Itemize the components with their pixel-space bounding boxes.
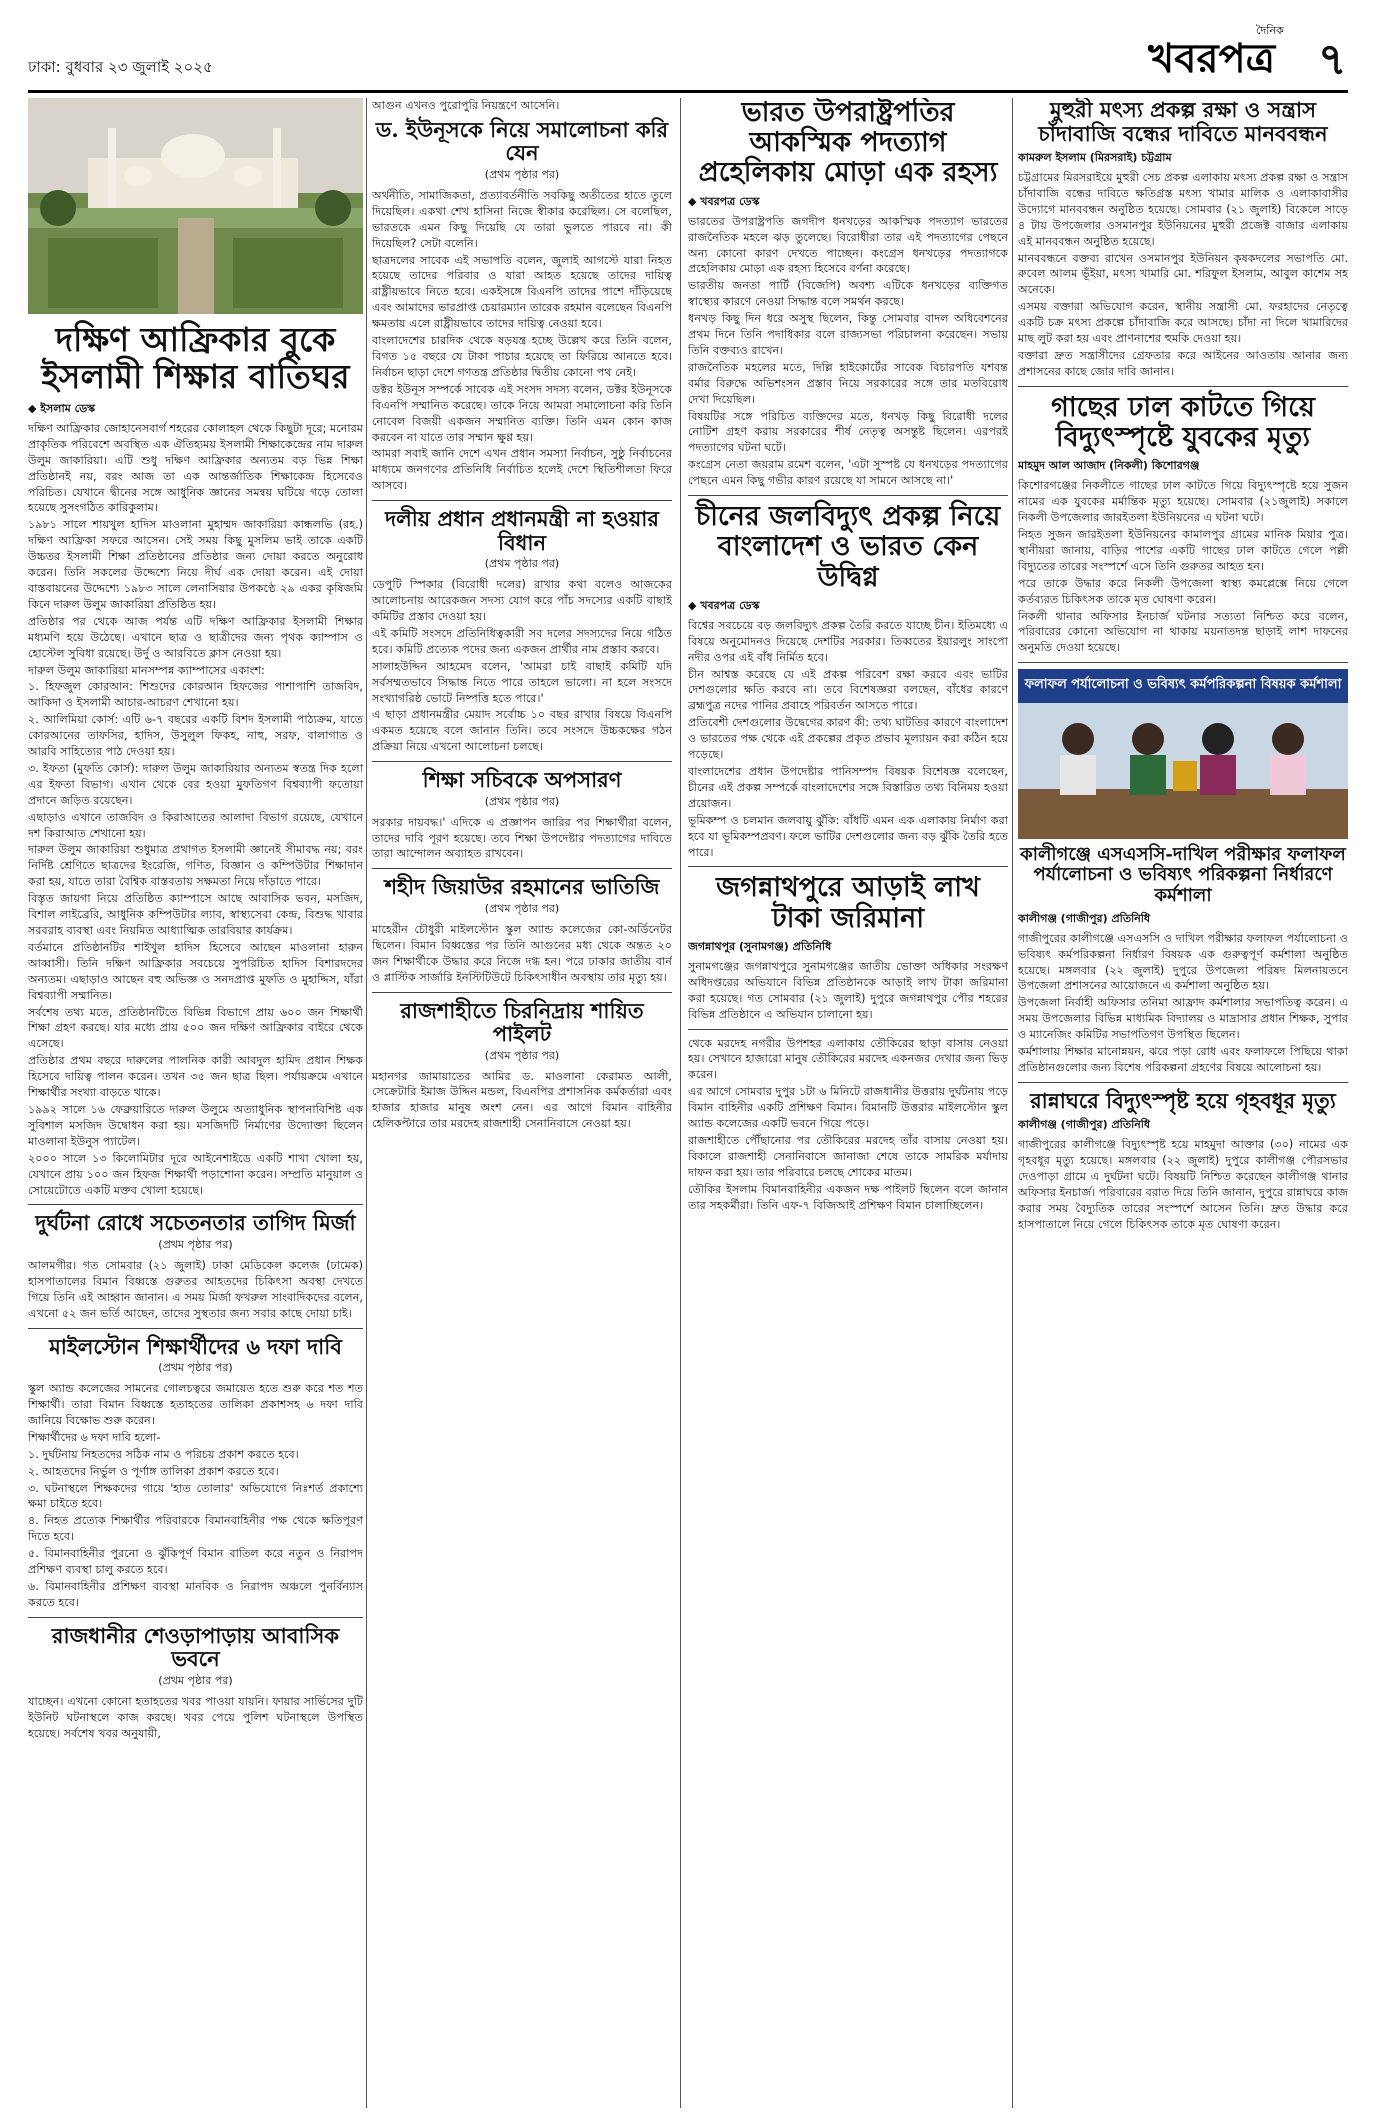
- byline: কালীগঞ্জ (গাজীপুর) প্রতিনিধি: [1018, 911, 1151, 925]
- paragraph: দারুল উলুম জাকারিয়া শুধুমাত্র প্রথাগত ইসলামী জ্ঞানেই সীমাবদ্ধ নয়; বরং নির্দিষ্ট শ্রেণিতে ছাত্রদের ইংরেজি, গণিত, বিজ্ঞান ও কম্পিউটার শিক্ষাদান করা হয়, যাতে তারা বৈশ্বিক বাস্তবতায় সক্ষমতা নিয়ে দাঁড়াতে পারে।: [28, 843, 363, 889]
- article-body: [688, 618, 1008, 861]
- paragraph: এর আগে সোমবার দুপুর ১টা ৬ মিনিটে রাজধানীর উত্তরায় দুর্ঘটনায় পড়ে বিমান বাহিনীর একটি প্রশিক্ষণ বিমান। বিমানটি উত্তরার মাইলস্টোন স্কুল অ্যান্ড কলেজের একটি ভবনে গিয়ে পড়ে।: [688, 1085, 1008, 1131]
- column-4: [1018, 98, 1348, 2108]
- separator: [372, 868, 672, 869]
- paragraph: ডেপুটি স্পিকার (বিরোধী দলের) রাখার কথা বলেও আজকের আলোচনায় আরেকজন সদস্য যোগ করে পাঁচ সদস্যের একটি বাছাই কমিটির প্রস্তাব দেওয়া হয়।: [372, 578, 672, 623]
- headline-jagannathpur-fine: জগন্নাথপুরে আড়াই লাখ টাকা জরিমানা: [716, 872, 980, 934]
- photo-banner-text: ফলাফল পর্যালোচনা ও ভবিষ্যৎ কর্মপরিকল্পনা বিষয়ক কর্মশালা: [1024, 677, 1342, 693]
- headline-kaliganj-workshop: কালীগঞ্জে এসএসসি-দাখিল পরীক্ষার ফলাফল পর্যালোচনা ও ভবিষ্যৎ পরিকল্পনা নির্ধারণে কর্মশালা: [1020, 844, 1346, 906]
- separator: [1018, 1082, 1348, 1083]
- logo-text: খবরপত্র: [1148, 36, 1276, 82]
- article-body: সরকার দায়বদ্ধ।' এদিকে এ প্রজ্ঞাপন জারির পর শিক্ষার্থীরা বলেন, তাদের দাবি পূরণ হয়েছে। তবে শিক্ষা উপদেষ্টার পদত্যাগের দাবিতে তারা আন্দোলন অব্যাহত রাখবেন।: [372, 815, 672, 861]
- column-divider: [1012, 98, 1013, 2108]
- separator: [688, 495, 1008, 496]
- paragraph: চট্টগ্রামের মিরসরাইয়ে মুহুরী সেচ প্রকল্প এলাকায় মৎস্য প্রকল্প রক্ষা ও সন্ত্রাস চাঁদাবাজি বন্ধের দাবিতে ক্ষতিগ্রস্ত মৎস্য খামার মালিক ও এলাকাবাসীর উদ্যোগে মানববন্ধন অনুষ্ঠিত হয়েছে। সোমবার (২১ জুলাই) বিকেলে সাড়ে ৪ টায় উপজেলার ওসমানপুর ইউনিয়নের মুহুরী প্রজেক্ট বাজার এলাকায় এই মানববন্ধন অনুষ্ঠিত হয়েছে।: [1018, 171, 1348, 248]
- list-item: ২. আহতদের নির্ভুল ও পূর্ণাঙ্গ তালিকা প্রকাশ করতে হবে।: [28, 1464, 279, 1478]
- headline-kitchen-electrocution: রান্নাঘরে বিদ্যুৎস্পৃষ্ট হয়ে গৃহবধূর মৃত্যু: [1030, 1087, 1336, 1113]
- paragraph: স্কুল অ্যান্ড কলেজের সামনের গোলচত্বরে জমায়েত হতে শুরু করে শত শত শিক্ষার্থী। তারা বিমান বিধ্বস্তে হতাহতের তালিকা প্রকাশসহ ৬ দফা দাবি জানিয়ে বিক্ষোভ শুরু করেন।: [28, 1382, 363, 1427]
- paragraph: এছাড়াও এখানে তাজবিদ ও কিরাআতের আলাদা বিভাগ রয়েছে, যেখানে দশ কিরাআত শেখানো হয়।: [28, 810, 363, 840]
- headline-milestone-demands: মাইলস্টোন শিক্ষার্থীদের ৬ দফা দাবি: [49, 1333, 342, 1359]
- page-number: ৭: [1318, 34, 1347, 85]
- paragraph: বিস্তৃত জায়গা নিয়ে প্রতিষ্ঠিত ক্যাম্পাসে আছে আবাসিক ভবন, মসজিদ, বিশাল লাইব্রেরি, আধুনিক কম্পিউটার ল্যাব, স্বাস্থ্যসেবা কেন্দ্র, বিশুদ্ধ খাবার সরবরাহ ব্যবস্থা এবং নিয়মিত আধ্যাত্মিক তারবিয়ার কার্যক্রম।: [28, 892, 363, 937]
- separator: [688, 1029, 1008, 1030]
- list-item: ৬. বিমানবাহিনীর প্রশিক্ষণ ব্যবস্থা মানবিক ও নিরাপদ অঞ্চলে পুনর্বিন্যাস করতে হবে।: [28, 1579, 363, 1609]
- article-body: গাজীপুরের কালীগঞ্জে বিদ্যুৎস্পৃষ্ট হয়ে মাহমুদা আক্তার (৩০) নামের এক গৃহবধূর মৃত্যু হয়েছে। মঙ্গলবার (২২ জুলাই) দুপুরে কালীগঞ্জ পৌরসভার দেওপাড়া গ্রামে এ দুর্ঘটনা ঘটে। বিষয়টি নিশ্চিত করেছেন কালীগঞ্জ থানার অফিসার ইনচার্জ। পরিবারের বরাত দিয়ে তিনি জানান, দুপুরে রান্নাঘরে কাজ করার সময় বৈদ্যুতিক তারের সংস্পর্শে আসেন তিনি। দ্রুত উদ্ধার করে হাসপাতালে নিয়ে গেলে চিকিৎসক তাকে মৃত ঘোষণা করেন।: [1018, 1138, 1348, 1231]
- continued-label: (প্রথম পৃষ্ঠার পর): [484, 901, 560, 915]
- byline: ◆ খবরপত্র ডেস্ক: [688, 194, 760, 208]
- list-item: ১. দুর্ঘটনায় নিহতদের সঠিক নাম ও পরিচয় প্রকাশ করতে হবে।: [28, 1447, 299, 1461]
- paragraph: ১. হিফজুল কোরআন: শিশুদের কোরআন হিফজের পাশাপাশি তাজবিদ, আকিদা ও ইসলামী আচার-আচরণ শেখানো হয়।: [28, 680, 363, 710]
- paragraph: বিশ্বের সবচেয়ে বড় জলবিদ্যুৎ প্রকল্প তৈরি করতে যাচ্ছে চীন। ইতিমধ্যে এ বিষয়ে অনুমোদনও দিয়েছে দেশটির সরকার। তিব্বতের ইয়ারলুং সাংপো নদীর ওপর এই বাঁধ নির্মিত হবে।: [688, 618, 1008, 664]
- headline-yunus-criticism: ড. ইউনূসকে নিয়ে সমালোচনা করি যেন: [375, 116, 669, 166]
- paragraph: উপজেলা নির্বাহী অফিসার তনিমা আফ্রাদ কর্মশালার সভাপতিত্ব করেন। এ সময় উপজেলার বিভিন্ন মাধ্যমিক বিদ্যালয় ও মাদ্রাসার প্রধান শিক্ষক, সুপার ও ম্যানেজিং কমিটির সভাপতিগণ উপস্থিত ছিলেন।: [1018, 996, 1348, 1042]
- column-2: [372, 98, 672, 2108]
- paragraph: এই কমিটি সংসদে প্রতিনিধিত্বকারী সব দলের সদস্যদের নিয়ে গঠিত হবে। কমিটি প্রত্যেক পদের জন্য একজন প্রার্থীর নাম প্রস্তাব করবে।: [372, 626, 672, 656]
- headline-education-secretary: শিক্ষা সচিবকে অপসারণ: [422, 767, 622, 793]
- continued-label: (প্রথম পৃষ্ঠার পর): [484, 167, 560, 181]
- continued-label: (প্রথম পৃষ্ঠার পর): [158, 1673, 233, 1687]
- masthead-rule: [28, 90, 1348, 93]
- paragraph: ২. আলিমিয়া কোর্স: এটি ৬-৭ বছরের একটি বিশদ ইসলামী পাঠ্যক্রম, যাতে কোরআনের তাফসির, হাদিস, উসুলুল ফিকহ, নাহু, সরফ, বালাগাত ও আরবি সাহিত্যের পাঠ দেওয়া হয়।: [28, 713, 363, 759]
- separator: [28, 1617, 363, 1618]
- column-1: [28, 98, 363, 2108]
- paragraph: পরে তাকে উদ্ধার করে নিকলী উপজেলা স্বাস্থ্য কমপ্লেক্সে নিয়ে গেলে কর্তব্যরত চিকিৎসক তাকে মৃত ঘোষণা করেন।: [1018, 576, 1348, 606]
- paragraph: বাংলাদেশের চারদিক থেকে ষড়যন্ত্র হচ্ছে উল্লেখ করে তিনি বলেন, বিগত ১৫ বছরে যে টাকা পাচার হয়েছে তা ফিরিয়ে আনতে হবে। নির্বাচন ছাড়া দেশে গণতন্ত্র প্রতিষ্ঠার দ্বিতীয় কোনো পথ নেই।: [372, 334, 672, 379]
- paragraph: ভূমিকম্প ও চলমান জলবায়ু ঝুঁকি: বাঁধটি এমন এক এলাকায় নির্মাণ করা হবে যা ভূমিকম্পপ্রবণ। ফলে ভাটির দেশগুলোর জন্য বড় ঝুঁকি তৈরি হতে পারে।: [688, 813, 1008, 859]
- paragraph: থেকে মরদেহ নগরীর উপশহর এলাকায় তৌকিরের ছাড়া বাসায় নেওয়া হয়। সেখানে হাজারো মানুষ তৌকিরের মরদেহ একনজর দেখার জন্য ভিড় করেন।: [688, 1036, 1008, 1082]
- list-item: ৫. বিমানবাহিনীর পুরনো ও ঝুঁকিপূর্ণ বিমান বাতিল করে নতুন ও নিরাপদ প্রশিক্ষণ ব্যবস্থা চালু করতে হবে।: [28, 1547, 363, 1577]
- paragraph: ১৯৯২ সালে ১৬ ফেব্রুয়ারিতে দারুল উলুমে অত্যাধুনিক স্থাপনাবিশিষ্ট এক সুবিশাল মসজিদ উদ্বোধন করা হয়। মসজিদটি নির্মাণের উদ্যোক্তা ছিলেন মাওলানা ইউনুস প্যাটেল।: [28, 1102, 363, 1148]
- article-body: সুনামগঞ্জের জগন্নাথপুরে সুনামগঞ্জের জাতীয় ভোক্তা অধিকার সংরক্ষণ অধিদপ্তরের অভিযানে বিভিন্ন প্রতিষ্ঠানকে আড়াই লাখ টাকা জরিমানা করা হয়েছে। গত সোমবার (২১ জুলাই) দুপুরে জগন্নাথপুর পৌর শহরের বিভিন্ন প্রতিষ্ঠানে এ অভিযান চালানো হয়।: [688, 959, 1008, 1021]
- workshop-photo: [1018, 669, 1348, 839]
- byline: জগন্নাথপুর (সুনামগঞ্জ) প্রতিনিধি: [688, 939, 832, 953]
- continued-label: (প্রথম পৃষ্ঠার পর): [484, 557, 560, 571]
- article-body: [688, 1036, 1008, 1214]
- article-body: [1018, 931, 1348, 1076]
- paragraph: নিহত সুজন জারইতলা ইউনিয়নের কামালপুর গ্রামের মানিক মিয়ার পুত্র। স্থানীয়রা জানায়, বাড়ির পাশের একটি গাছের ঢাল কাটতে গেলে পল্লী বিদ্যুতের তারের সংস্পর্শে এসে তিনি গুরুতর আহত হন।: [1018, 528, 1348, 573]
- headline-india-vp-resign: ভারত উপরাষ্ট্রপতির আকস্মিক পদত্যাগ প্রহেলিকায় মোড়া এক রহস্য: [698, 98, 998, 189]
- article-body: [1018, 170, 1348, 380]
- paragraph: প্রতিবেশী দেশগুলোর উদ্বেগের কারণ কী: তথ্য ঘাটতির কারণে বাংলাদেশ ও ভারতের পক্ষ থেকে এই প্রকল্পের প্রকৃত প্রভাব মূল্যায়ন করা কঠিন হয়ে পড়েছে।: [688, 716, 1008, 762]
- list-item: ৩. ঘটনাস্থলে শিক্ষকদের গায়ে 'হাত তোলার' অভিযোগে নিঃশর্ত প্রকাশ্যে ক্ষমা চাইতে হবে।: [28, 1481, 363, 1511]
- separator: [28, 1328, 363, 1329]
- continued-label: (প্রথম পৃষ্ঠার পর): [158, 1237, 233, 1251]
- paragraph: নিকলী থানার অফিসার ইনচার্জ ঘটনার সত্যতা নিশ্চিত করে বলেন, পরিবারের কোনো অভিযোগ না থাকায় ময়নাতদন্ত ছাড়াই লাশ দাফনের অনুমতি দেওয়া হয়েছে।: [1018, 609, 1348, 655]
- byline: মাহমুদ আল আজাদ (নিকলী) কিশোরগঞ্জ: [1018, 459, 1200, 473]
- paragraph: ডক্টর ইউনূস সম্পর্কে সাবেক এই সংসদ সদস্য বলেন, ডক্টর ইউনূসকে বিএনপি সম্মানিত করেছে। তাকে নিয়ে আমরা সমালোচনা করি তিনি নোবেল বিজয়ী একজন সম্মানিত ব্যক্তি। তিনি এমন কোন কাজ করবেন না যাতে তার সম্মান ক্ষুণ্ণ হয়।: [372, 382, 672, 444]
- article-body: যাচ্ছেন। এখনো কোনো হতাহতের খবর পাওয়া যায়নি। ফায়ার সার্ভিসের দুটি ইউনিট ঘটনাস্থলে কাজ করছে। খবর পেয়ে পুলিশ ঘটনাস্থলে উপস্থিত হয়েছে। সর্বশেষ খবর অনুযায়ী,: [28, 1694, 363, 1740]
- headline-south-africa-islamic: দক্ষিণ আফ্রিকার বুকে ইসলামী শিক্ষার বাতিঘর: [41, 320, 350, 396]
- paragraph: সালাহউদ্দিন আহমেদ বলেন, 'আমরা চাই বাছাই কমিটি যদি সর্বসম্মতভাবে সিদ্ধান্ত নিতে পারে তাহলে ভালো। না হলে সংসদে সংখ্যাগরিষ্ঠ ভোটে নিষ্পত্তি হতে পারে।': [372, 659, 672, 705]
- paragraph: বিষয়টির সঙ্গে পরিচিত ব্যক্তিদের মতে, ধনখড় কিছু বিরোধী দলের নোটিশ গ্রহণ করায় সরকারের শীর্ষ নেতৃত্ব অসন্তুষ্ট ছিলেন। এরপরই পদত্যাগের ঘটনা ঘটে।: [688, 409, 1008, 455]
- paragraph: ২০০০ সালে ১৩ কিলোমিটার দূরে আইনেশাইডে একটি শাখা খোলা হয়, যেখানে প্রায় ১০০ জন হিফজ শিক্ষার্থী পড়াশোনা করেন। সম্প্রতি মানুয়াল ও সোয়েটোতে একটি মক্তব খোলা হয়েছে।: [28, 1151, 363, 1197]
- headline-accident-mirza: দুর্ঘটনা রোধে সচেতনতার তাগিদ মির্জা: [35, 1210, 356, 1236]
- paragraph: সর্বশেষ তথ্য মতে, প্রতিষ্ঠানটিতে বিভিন্ন বিভাগে প্রায় ৬০০ জন শিক্ষার্থী শিক্ষা গ্রহণ করছে। যার মধ্যে প্রায় ৫০০ জন দক্ষিণ আফ্রিকার বাইরে থেকে এসেছে।: [28, 1005, 363, 1051]
- byline: ◆ ইসলাম ডেস্ক: [28, 401, 96, 415]
- article-tail: আগুন এখনও পুরোপুরি নিয়ন্ত্রণে আসেনি।: [372, 99, 560, 112]
- paragraph: দারুল উলুম জাকারিয়া মানসম্পন্ন ক্যাম্পাসের একাংশ:: [28, 663, 265, 677]
- list-item: ৪. নিহত প্রত্যেক শিক্ষার্থীর পরিবারকে বিমানবাহিনীর পক্ষ থেকে ক্ষতিপূরণ দিতে হবে।: [28, 1514, 363, 1544]
- article-body: মহানগর জামায়াতের আমির ড. মাওলানা কেরামত আলী, সেক্রেটারি ইমাজ উদ্দিন মন্ডল, বিএনপির প্রশাসনিক কর্মকর্তারা এবং হাজার হাজার মানুষ অংশ নেন। এর আগে বিমান বাহিনীর হেলিকপ্টারে তার মরদেহ রাজশাহী সেনানিবাসে নেওয়া হয়।: [372, 1069, 672, 1131]
- paragraph: ৩. ইফতা (মুফতি কোর্স): দারুল উলুম জাকারিয়ার অন্যতম স্বতন্ত্র দিক হলো এর ইফতা বিভাগ। এখান থেকে বের হওয়া মুফতিগণ বিশ্বব্যাপী ফতোয়া প্রদানে জড়িত রয়েছেন।: [28, 761, 363, 807]
- separator: [1018, 386, 1348, 387]
- article-body: [1018, 478, 1348, 656]
- paragraph: মানববন্ধনে বক্তব্য রাখেন ওসমানপুর ইউনিয়ন কৃষকদলের সভাপতি মো. রুবেল আলম ভূঁইয়া, মৎস্য খামারি মো. শরিফুল ইসলাম, আবুল কাশেম সহ অনেকে।: [1018, 251, 1348, 297]
- paragraph: শিক্ষার্থীদের ৬ দফা দাবি হলো-: [28, 1430, 161, 1444]
- separator: [372, 500, 672, 501]
- paragraph: বাংলাদেশের প্রধান উপদেষ্টার পানিসম্পদ বিষয়ক বিশেষজ্ঞ বলেছেন, চীনের এই প্রকল্প সম্পর্কে বাংলাদেশের সঙ্গে বিস্তারিত তথ্য বিনিময় হওয়া প্রয়োজন।: [688, 764, 1008, 810]
- separator: [1018, 662, 1348, 663]
- headline-china-hydro: চীনের জলবিদ্যুৎ প্রকল্প নিয়ে বাংলাদেশ ও ভারত কেন উদ্বিগ্ন: [695, 501, 1001, 593]
- byline: কালীগঞ্জ (গাজীপুর) প্রতিনিধি: [1018, 1118, 1151, 1132]
- separator: [372, 992, 672, 993]
- article-body: আলমগীর। গত সোমবার (২১ জুলাই) ঢাকা মেডিকেল কলেজ (ঢামেক) হাসপাতালের বিমান বিধ্বস্তে গুরুতর আহতদের চিকিৎসা অবস্থা দেখতে গিয়ে তিনি এই আহ্বান জানান। এ সময় মির্জা ফখরুল সাংবাদিকদের বলেন, এখনো ৫২ জন ভর্তি আছেন, তাদের সুস্থতার জন্য সবার কাছে দোয়া চাই।: [28, 1258, 363, 1320]
- article-body: [28, 1381, 363, 1611]
- paragraph: ১৯৮১ সালে শায়খুল হাদিস মাওলানা মুহাম্মদ জাকারিয়া কান্ধলভি (রহ.) দক্ষিণ আফ্রিকা সফরে আসেন। সেই সময় কিছু মুসলিম ভাই তাকে একটি উচ্চতর ইসলামী শিক্ষা প্রতিষ্ঠানের প্রতিষ্ঠার জন্য দোয়া করতে অনুরোধ করেন। তিনি সকলের উদ্দেশ্যে নিয়ে দীর্ঘ এক দোয়া করেন। এই দোয়া বাস্তবায়নের উদ্দেশ্যে ১৯৮৩ সালে লেনাসিয়ার উপকণ্ঠে ২৯ একর কৃষিজমি কিনে দারুল উলুম জাকারিয়া প্রতিষ্ঠিত হয়।: [28, 518, 363, 611]
- article-body: [688, 214, 1008, 489]
- paragraph: কর্মশালায় শিক্ষার মানোন্নয়ন, ঝরে পড়া রোধ এবং ফলাফলে পিছিয়ে থাকা প্রতিষ্ঠানগুলোর জন্য বিশেষ পরিকল্পনা গ্রহণের বিষয়ে আলোচনা হয়।: [1018, 1045, 1348, 1074]
- headline-shewrapara-fire: রাজধানীর শেওড়াপাড়ায় আবাসিক ভবনে: [51, 1622, 340, 1672]
- continued-label: (প্রথম পৃষ্ঠার পর): [484, 1048, 560, 1062]
- continued-label: (প্রথম পৃষ্ঠার পর): [484, 794, 560, 808]
- headline-tree-electrocution: গাছের ঢাল কাটতে গিয়ে বিদ্যুৎস্পৃষ্টে যুবকের মৃত্যু: [1051, 391, 1315, 454]
- separator: [688, 866, 1008, 867]
- headline-ziaur-niece: শহীদ জিয়াউর রহমানের ভাতিজি: [384, 874, 660, 900]
- headline-rajshahi-pilot: রাজশাহীতে চিরনিদ্রায় শায়িত পাইলট: [400, 997, 644, 1047]
- paragraph: চীন আশ্বস্ত করেছে যে এই প্রকল্প পরিবেশ রক্ষা করবে এবং ভাটির দেশগুলোর ক্ষতি করবে না। তবে বিশেষজ্ঞরা বলছেন, বাঁধের কারণে ব্রহ্মপুত্র নদের পানির প্রবাহে পরিবর্তন আসতে পারে।: [688, 667, 1008, 713]
- paragraph: ভারতের উপরাষ্ট্রপতি জগদীপ ধনখড়ের আকস্মিক পদত্যাগ ভারতের রাজনৈতিক মহলে ঝড় তুলেছে। বিরোধীরা তার এই পদত্যাগের পেছনে অন্য কোনো কারণ দেখতে পাচ্ছেন। কংগ্রেস ধনখড়ের পদত্যাগকে প্রহেলিকায় মোড়া এক রহস্য হিসেবে বর্ণনা করেছে।: [688, 214, 1008, 276]
- paragraph: এসময় বক্তারা অভিযোগ করেন, স্থানীয় সন্ত্রাসী মো. ফরহাদের নেতৃত্বে একটি চক্র মৎস্য প্রকল্পে চাঁদাবাজি করে আসছে। চাঁদা না দিলে খামারিদের মাছ লুট করা হয় এবং প্রাণনাশের হুমকি দেওয়া হয়।: [1018, 300, 1348, 346]
- byline: ◆ খবরপত্র ডেস্ক: [688, 598, 760, 612]
- paragraph: ভারতীয় জনতা পার্টি (বিজেপি) অবশ্য এটিকে ধনখড়ের ব্যক্তিগত স্বাস্থ্যের কারণে নেওয়া সিদ্ধান্ত বলে সমর্থন করছে।: [688, 279, 1008, 309]
- paragraph: তৌকির ইসলাম বিমানবাহিনীর একজন দক্ষ পাইলট ছিলেন বলে জানান তার সহকর্মীরা। তিনি এফ-৭ বিজিআই প্রশিক্ষণ বিমান চালাচ্ছিলেন।: [688, 1182, 1008, 1212]
- paragraph: কংগ্রেস নেতা জয়রাম রমেশ বলেন, 'এটা সুস্পষ্ট যে ধনখড়ের পদত্যাগের পেছনে এমন কিছু গভীর কারণ রয়েছে যা সামনে আসছে না।': [688, 458, 1008, 488]
- paragraph: দক্ষিণ আফ্রিকার জোহানেসবার্গ শহরের কোলাহল থেকে কিছুটা দূরে; মনোরম প্রাকৃতিক পরিবেশে অবস্থিত এক ঐতিহ্যময় ইসলামী শিক্ষাকেন্দ্রের নাম দারুল উলুম জাকারিয়া। এটি শুধু দক্ষিণ আফ্রিকার অন্যতম বড় ভিন্ন শিক্ষা প্রতিষ্ঠানই নয়, বরং আজ তা এক আন্তর্জাতিক শিক্ষাকেন্দ্র হিসেবেও পরিচিত। যেখানে দ্বীনের সঙ্গে আধুনিক জ্ঞানের সমন্বয় ঘটিয়ে গড়ে তোলা হয়েছে সুসংগঠিত কারিকুলাম।: [28, 421, 363, 515]
- masthead-date: ঢাকা: বুধবার ২৩ জুলাই ২০২৫: [28, 58, 213, 76]
- paragraph: প্রতিষ্ঠার পর থেকে আজ পর্যন্ত এটি দক্ষিণ আফ্রিকার ইসলামী শিক্ষার মধ্যমণি হয়ে উঠেছে। এখানে ছাত্র ও ছাত্রীদের জন্য পৃথক ক্যাম্পাস ও হোস্টেল সুবিধা রয়েছে। উর্দু ও আরবিতে ক্লাস নেওয়া হয়।: [28, 614, 363, 660]
- column-divider: [366, 98, 367, 2108]
- paragraph: কিশোরগঞ্জের নিকলীতে গাছের ঢাল কাটতে গিয়ে বিদ্যুৎস্পৃষ্টে হয়ে সুজন নামের এক যুবকের মর্মান্তিক মৃত্যু হয়েছে। সোমবার (২১জুলাই) সকালে নিকলী উপজেলার জারইতলা ইউনিয়নের এ ঘটনা ঘটে।: [1018, 479, 1348, 525]
- article-body: মাহেরীন চৌধুরী মাইলস্টোন স্কুল অ্যান্ড কলেজের কো-অর্ডিনেটর ছিলেন। বিমান বিধ্বস্তের পর তিনি আগুনের মধ্য থেকে অন্তত ২০ জন শিক্ষার্থীকে উদ্ধার করে নিজে দগ্ধ হন। পরে ঢাকার জাতীয় বার্ন ও প্লাস্টিক সার্জারি ইনস্টিটিউটে চিকিৎসাধীন অবস্থায় তার মৃত্যু হয়।: [372, 922, 672, 984]
- paragraph: গাজীপুরের কালীগঞ্জে এসএসসি ও দাখিল পরীক্ষার ফলাফল পর্যালোচনা ও ভবিষ্যৎ কর্মপরিকল্পনা নির্ধারণ বিষয়ক এক গুরুত্বপূর্ণ কর্মশালা অনুষ্ঠিত হয়েছে। মঙ্গলবার (২২ জুলাই) দুপুরে উপজেলা পরিষদ মিলনায়তনে উপজেলা প্রশাসনের আয়োজনে এ কর্মশালা অনুষ্ঠিত হয়।: [1018, 931, 1348, 993]
- column-3: [688, 98, 1008, 2108]
- paragraph: ধনখড় কিছু দিন ধরে অসুস্থ ছিলেন, কিন্তু সোমবার বাদল অধিবেশনের প্রথম দিনে তিনি পদাধিকার বলে রাজ্যসভা পরিচালনা করেছেন। সভায় তিনি বক্তব্যও রাখেন।: [688, 312, 1008, 357]
- article-body: [372, 577, 672, 755]
- paragraph: বর্তমানে প্রতিষ্ঠানটির শাইখুল হাদিস হিসেবে আছেন মাওলানা হারুন আব্বাসী। তিনি দক্ষিণ আফ্রিকার সবচেয়ে সুপরিচিত হাদিস বিশারদদের অন্যতম। এছাড়াও আছেন বহু অভিজ্ঞ ও সনদপ্রাপ্ত মুফতি ও মুহাদ্দিস, যাঁরা বিশ্বব্যাপী সম্মানিত।: [28, 940, 363, 1002]
- paragraph: আমরা সবাই জানি দেশে এখন প্রধান সমস্যা নির্বাচন, সুষ্ঠু নির্বাচনের মাধ্যমে জনগণের প্রতিনিধি নির্বাচিত হলেই দেশে স্থিতিশীলতা ফিরে আসবে।: [372, 447, 672, 493]
- paragraph: ছাত্রদলের সাবেক এই সভাপতি বলেন, জুলাই আগস্টে যারা নিহত হয়েছে তাদের পরিবার ও যারা আহত হয়েছে তাদের দায়িত্ব রাষ্ট্রীয়ভাবে নিতে হবে। একইসঙ্গে বিএনপি তাদের পাশে দাঁড়িয়েছে এবং আমাদের ভারপ্রাপ্ত চেয়ারম্যান তারেক রহমান বলেছেন বিএনপি ক্ষমতায় এলে রাষ্ট্রীয়ভাবে তাদের দায়িত্ব নেওয়া হবে।: [372, 253, 672, 331]
- separator: [372, 761, 672, 762]
- separator: [28, 1204, 363, 1205]
- mosque-photo: [28, 98, 363, 314]
- paragraph: রাজনৈতিক মহলের মতে, দিল্লি হাইকোর্টের সাবেক বিচারপতি যশবন্ত বর্মার বিরুদ্ধে অভিশংসন প্রস্তাব নিয়ে সরকারের সঙ্গে তার মতবিরোধ দেখা দিয়েছিল।: [688, 360, 1008, 406]
- paragraph: এ ছাড়া প্রধানমন্ত্রীর মেয়াদ সর্বোচ্চ ১০ বছর রাখার বিষয়ে বিএনপি একমত হয়েছে বলে জানান তিনি। তবে সংসদে উচ্চকক্ষের গঠন প্রক্রিয়া নিয়ে এখনো আলোচনা চলছে।: [372, 708, 672, 754]
- paragraph: রাজশাহীতে পৌঁছানোর পর তৌকিরের মরদেহ তাঁর বাসায় নেওয়া হয়। বিকালে রাজশাহী সেনানিবাসে জানাজা শেষে তাকে সামরিক মর্যাদায় দাফন করা হয়। তার পরিবারে চলছে শোকের মাতম।: [688, 1133, 1008, 1179]
- article-body: [372, 188, 672, 494]
- paragraph: অর্থনীতি, সামাজিকতা, প্রত্যাবর্তনীতি সবকিছু অতীতের হাতে তুলে দিয়েছিল। একথা শেখ হাসিনা নিজে স্বীকার করেছিল। সে বলেছিল, ভারতকে এমন কিছু দিয়েছি যে তারা ভুলতে পারবে না। কী দিয়েছিল? সেটা বলেনি।: [372, 188, 672, 250]
- headline-pm-party-chief: দলীয় প্রধান প্রধানমন্ত্রী না হওয়ার বিধান: [385, 506, 659, 555]
- byline: কামরুল ইসলাম (মিরসরাই) চট্টগ্রাম: [1018, 151, 1172, 165]
- paragraph: বক্তারা দ্রুত সন্ত্রাসীদের গ্রেফতার করে আইনের আওতায় আনার জন্য প্রশাসনের কাছে জোর দাবি জানান।: [1018, 349, 1348, 378]
- headline-muhuri-fisheries: মুহুরী মৎস্য প্রকল্প রক্ষা ও সন্ত্রাস চাঁদাবাজি বন্ধের দাবিতে মানববন্ধন: [1038, 98, 1328, 146]
- continued-label: (প্রথম পৃষ্ঠার পর): [158, 1361, 233, 1375]
- column-divider: [680, 98, 681, 2108]
- newspaper-logo: [1148, 20, 1308, 82]
- logo-small-text: দৈনিক: [1256, 24, 1284, 37]
- article-body: [28, 421, 363, 1199]
- paragraph: প্রতিষ্ঠার প্রথম বছরে দারুলের পালনিক কারী আবদুল হামিদ প্রধান শিক্ষক হিসেবে দায়িত্ব পালন করেন। তখন ৩৫ জন ছাত্র ছিল। পর্যায়ক্রমে এখানে শিক্ষার্থীর সংখ্যা বাড়তে থাকে।: [28, 1054, 363, 1100]
